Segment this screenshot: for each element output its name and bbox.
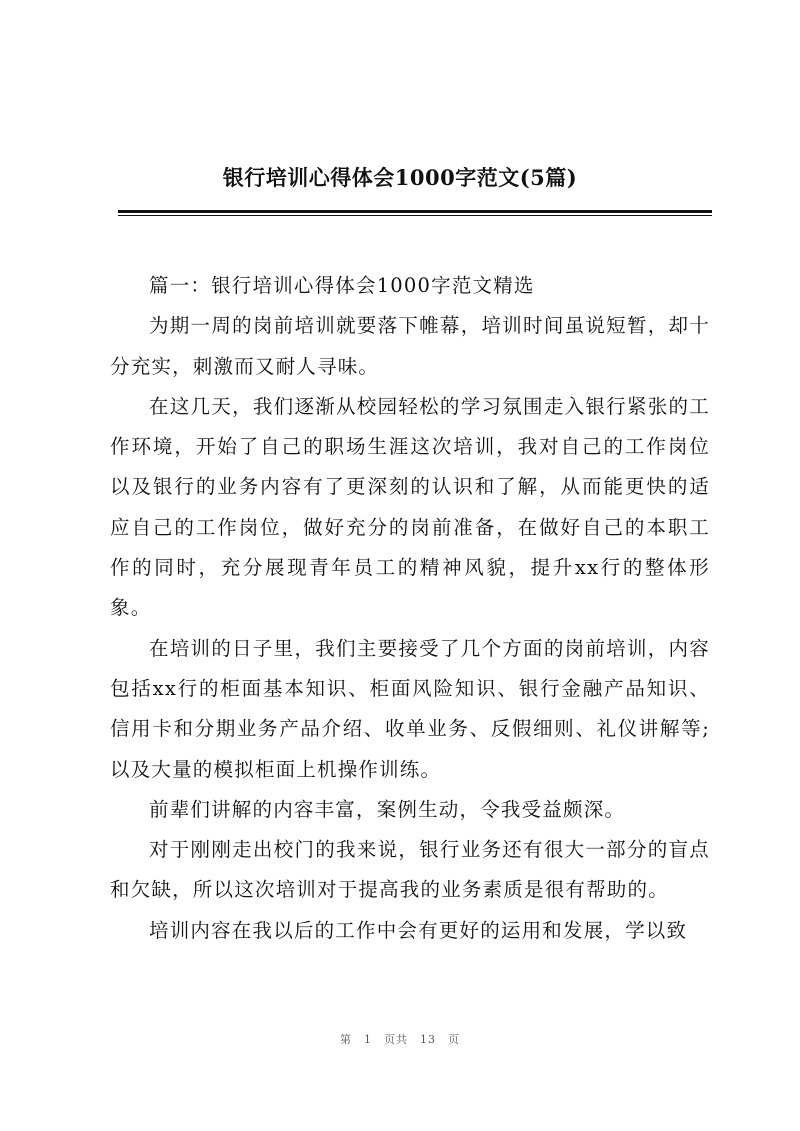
title-divider-thick: [118, 210, 712, 213]
title-divider-thin: [118, 215, 712, 216]
body-paragraph: 培训内容在我以后的工作中会有更好的运用和发展，学以致: [149, 918, 688, 942]
body-paragraph: 前辈们讲解的内容丰富，案例生动，令我受益颇深。: [149, 797, 626, 821]
footer-prefix: 第: [340, 1033, 352, 1046]
page-title: 银行培训心得体会1000字范文(5篇): [222, 165, 578, 190]
section-heading: 篇一：银行培训心得体会1000字范文精选: [149, 274, 535, 297]
footer-middle: 页共: [384, 1033, 408, 1046]
page-footer: [0, 1031, 800, 1047]
body-paragraph: 为期一周的岗前培训就要落下帷幕，培训时间虽说短暂，却十分充实，刺激而又耐人寻味。: [110, 314, 710, 378]
footer-suffix: 页: [448, 1033, 460, 1046]
footer-total-pages: 13: [420, 1033, 436, 1046]
footer-current-page: 1: [364, 1033, 372, 1046]
body-paragraph: 在培训的日子里，我们主要接受了几个方面的岗前培训，内容包括xx行的柜面基本知识、柜面风险知识、银行金融产品知识、信用卡和分期业务产品介绍、收单业务、反假细则、礼仪讲解等;以及大量的模拟柜面上机操作训练。: [110, 636, 710, 781]
document-body: [110, 266, 710, 951]
body-paragraph: 对于刚刚走出校门的我来说，银行业务还有很大一部分的盲点和欠缺，所以这次培训对于提高我的业务素质是很有帮助的。: [110, 838, 710, 902]
body-paragraph: 在这几天，我们逐渐从校园轻松的学习氛围走入银行紧张的工作环境，开始了自己的职场生涯这次培训，我对自己的工作岗位以及银行的业务内容有了更深刻的认识和了解，从而能更快的适应自己的工作岗位，做好充分的岗前准备，在做好自己的本职工作的同时，充分展现青年员工的精神风貌，提升xx行的整体形象。: [110, 394, 710, 620]
